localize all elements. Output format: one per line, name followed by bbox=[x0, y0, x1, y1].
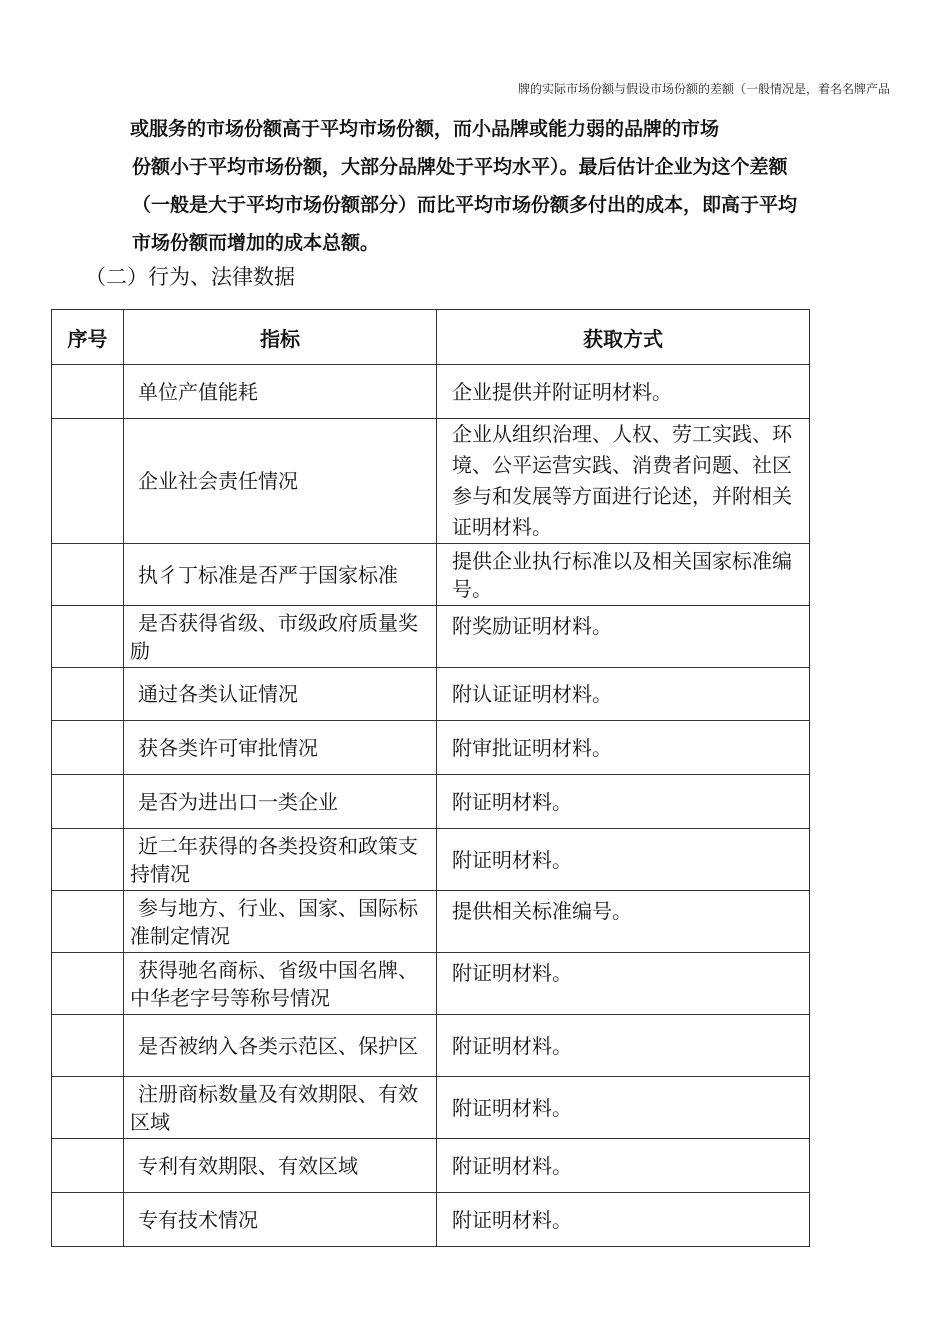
indicator-text: 注册商标数量及有效期限、有效区域 bbox=[130, 1081, 418, 1134]
header-method: 获取方式 bbox=[437, 310, 810, 365]
body-paragraph bbox=[132, 110, 892, 262]
cell-indicator bbox=[124, 365, 437, 419]
table-row bbox=[52, 775, 810, 829]
cell-indicator bbox=[124, 953, 437, 1015]
indicator-text: 是否被纳入各类示范区、保护区 bbox=[138, 1033, 418, 1058]
indicator-text: 是否获得省级、市级政府质量奖励 bbox=[130, 610, 418, 663]
cell-indicator bbox=[124, 1193, 437, 1247]
cell-seq bbox=[52, 606, 124, 668]
indicator-text: 专利有效期限、有效区域 bbox=[138, 1153, 358, 1178]
cell-indicator bbox=[124, 829, 437, 891]
cell-method: 提供企业执行标准以及相关国家标准编号。 bbox=[437, 544, 810, 606]
cell-method: 附奖励证明材料。 bbox=[437, 606, 810, 668]
table-row bbox=[52, 891, 810, 953]
cell-method: 附证明材料。 bbox=[437, 1139, 810, 1193]
cell-method: 附证明材料。 bbox=[437, 775, 810, 829]
table-row bbox=[52, 1015, 810, 1077]
body-line: 或服务的市场份额高于平均市场份额，而小品牌或能力弱的品牌的市场 bbox=[130, 118, 720, 140]
cell-method: 企业从组织治理、人权、劳工实践、环境、公平运营实践、消费者问题、社区参与和发展等方面进行论述，并附相关证明材料。 bbox=[437, 419, 810, 544]
cell-indicator bbox=[124, 1015, 437, 1077]
indicator-text: 执彳丁标准是否严于国家标准 bbox=[138, 562, 398, 587]
cell-method: 附证明材料。 bbox=[437, 1077, 810, 1139]
table-row bbox=[52, 544, 810, 606]
cell-seq bbox=[52, 721, 124, 775]
cell-seq bbox=[52, 953, 124, 1015]
indicator-text: 专有技术情况 bbox=[138, 1207, 258, 1232]
cell-seq bbox=[52, 1015, 124, 1077]
cell-seq bbox=[52, 419, 124, 544]
indicator-text: 获得驰名商标、省级中国名牌、中华老字号等称号情况 bbox=[130, 957, 418, 1010]
cell-method: 附证明材料。 bbox=[437, 1193, 810, 1247]
cell-seq bbox=[52, 544, 124, 606]
indicator-text: 近二年获得的各类投资和政策支持情况 bbox=[130, 833, 418, 886]
cell-method: 附审批证明材料。 bbox=[437, 721, 810, 775]
indicator-table bbox=[51, 309, 810, 1247]
cell-seq bbox=[52, 668, 124, 721]
table-row bbox=[52, 419, 810, 544]
cell-method: 企业提供并附证明材料。 bbox=[437, 365, 810, 419]
table-row bbox=[52, 1077, 810, 1139]
cell-seq bbox=[52, 1193, 124, 1247]
body-line: 市场份额而增加的成本总额。 bbox=[132, 232, 380, 254]
cell-seq bbox=[52, 365, 124, 419]
cell-seq bbox=[52, 775, 124, 829]
table-row bbox=[52, 1193, 810, 1247]
table-row bbox=[52, 829, 810, 891]
indicator-text: 企业社会责任情况 bbox=[138, 469, 298, 493]
table-row bbox=[52, 1139, 810, 1193]
cell-indicator bbox=[124, 1139, 437, 1193]
indicator-text: 是否为进出口一类企业 bbox=[138, 789, 338, 814]
cell-seq bbox=[52, 829, 124, 891]
table-row bbox=[52, 668, 810, 721]
cell-seq bbox=[52, 891, 124, 953]
cell-indicator bbox=[124, 668, 437, 721]
cell-indicator bbox=[124, 891, 437, 953]
body-line: （一般是大于平均市场份额部分）而比平均市场份额多付出的成本，即高于平均 bbox=[132, 194, 798, 216]
table-header-row bbox=[52, 310, 810, 365]
cell-method: 附证明材料。 bbox=[437, 829, 810, 891]
cell-indicator bbox=[124, 1077, 437, 1139]
cell-method: 提供相关标准编号。 bbox=[437, 891, 810, 953]
cell-indicator bbox=[124, 606, 437, 668]
cell-indicator bbox=[124, 544, 437, 606]
table-row bbox=[52, 365, 810, 419]
section-heading: （二）行为、法律数据 bbox=[85, 265, 295, 289]
cell-seq bbox=[52, 1077, 124, 1139]
running-header: 牌的实际市场份额与假设市场份额的差额（一般情况是，着名名牌产品 bbox=[517, 82, 890, 96]
cell-method: 附证明材料。 bbox=[437, 1015, 810, 1077]
header-indicator: 指标 bbox=[124, 310, 437, 365]
table-row bbox=[52, 953, 810, 1015]
cell-method: 附证明材料。 bbox=[437, 953, 810, 1015]
indicator-text: 获各类许可审批情况 bbox=[138, 735, 318, 760]
body-line: 份额小于平均市场份额，大部分品牌处于平均水平）。最后估计企业为这个差额 bbox=[132, 156, 788, 178]
table-row bbox=[52, 721, 810, 775]
cell-indicator bbox=[124, 775, 437, 829]
indicator-text: 单位产值能耗 bbox=[138, 379, 258, 404]
cell-indicator bbox=[124, 419, 437, 544]
table-row bbox=[52, 606, 810, 668]
header-seq: 序号 bbox=[52, 310, 124, 365]
indicator-text: 参与地方、行业、国家、国际标准制定情况 bbox=[130, 895, 418, 948]
cell-method: 附认证证明材料。 bbox=[437, 668, 810, 721]
cell-indicator bbox=[124, 721, 437, 775]
indicator-text: 通过各类认证情况 bbox=[138, 682, 298, 706]
cell-seq bbox=[52, 1139, 124, 1193]
